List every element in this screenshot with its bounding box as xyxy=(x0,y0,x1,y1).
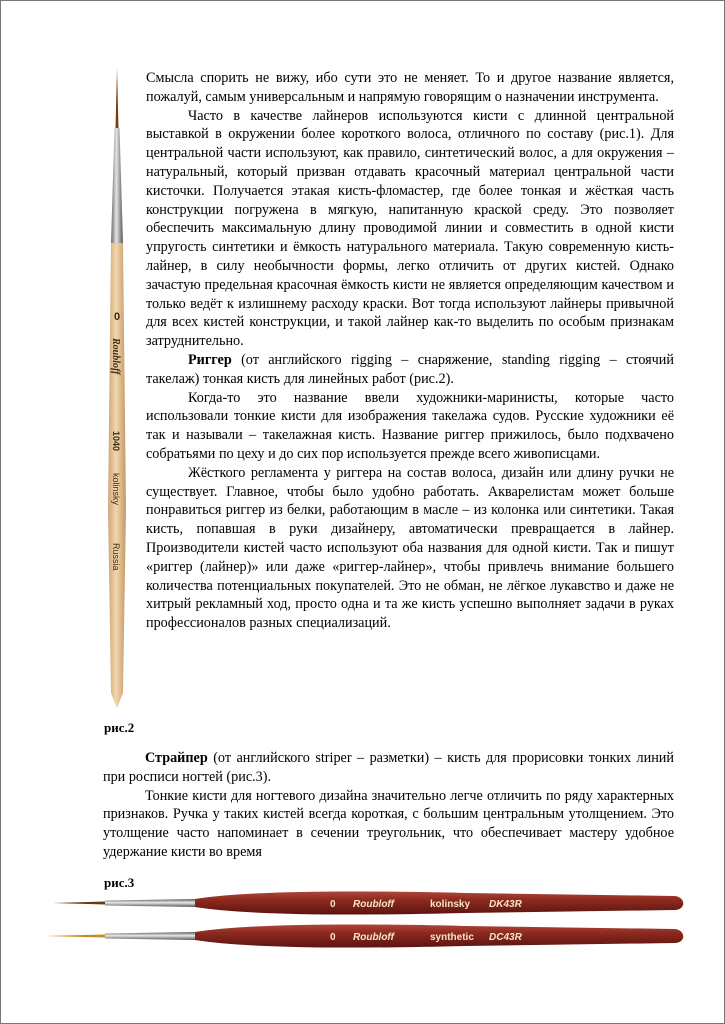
striper-brush-kolinsky xyxy=(53,891,683,914)
paragraph-7: Тонкие кисти для ногтевого дизайна значительно легче отличить по ряду характерных признаков. Ручка у таких кистей всегда короткая, с большим центральным утолщением. Это утолщение часто напоминает в сечении треугольник, что обеспечивает мастеру удобное удержание кисти во время xyxy=(103,787,674,860)
striper1-size-label: 0 xyxy=(330,899,336,910)
striper1-ferrule xyxy=(105,899,195,907)
striper-brushes-image xyxy=(45,888,695,958)
rigger-definition: (от английского rigging – снаряжение, standing rigging – стоячий такелаж) тонкая кисть для линейных работ (рис.2). xyxy=(146,351,674,387)
striper1-brand-label: Roubloff xyxy=(353,899,394,910)
striper1-hair-label: kolinsky xyxy=(430,899,471,910)
rigger-country-label: Russia xyxy=(111,543,121,571)
fig3-caption: рис.3 xyxy=(104,875,135,890)
striper2-code-label: DC43R xyxy=(489,932,522,943)
striper2-brand-label: Roubloff xyxy=(353,932,394,943)
paragraph-5: Жёсткого регламента у риггера на состав волоса, дизайн или длину ручки не существует. Главное, чтобы было удобно работать. Акварелистам может больше понравиться риггер из белки, работающим в масле – из колонка или синтетики. Такая кисть, попавшая в руки дизайнеру, автоматически превращается в лайнер. Производители кистей часто используют оба названия для одной кисти. Так и пишут «риггер (лайнер)» или даже «риггер-лайнер», чтобы привлечь внимание большего количества потенциальных покупателей. Это не обман, не лёгкое лукавство и даже не хитрый рекламный ход, просто одна и та же кисть успешно выполняет задачи в руках профессионалов разных специализаций. xyxy=(146,464,674,632)
rigger-size-label: 0 xyxy=(113,311,121,323)
wide-text-block xyxy=(103,749,674,862)
paragraph-2: Часто в качестве лайнеров используются кисти с длинной центральной выставкой в окружении более короткого волоса, отличного по составу (рис.1). Для центральной части используют, как правило, синтетический волос, а для окружения – натуральный, который призван отдавать красочный материал центральной части кисточки. Получается этакая кисть-фломастер, где более тонкая и жёсткая часть конструкции погружена в мягкую, напитанную краской среду. Это позволяет обеспечить максимальную длину проводимой линии и совместить в одной кисти упругость синтетики и ёмкость натурального материала. Такую современную кисть-лайнер, в силу необычности формы, легко отличить от других кистей. Однако зачастую предельная красочная ёмкость кисти не является определяющим качеством и только ведёт к излишнему расходу краски. Вот тогда используют лайнеры привычной для всех кистей конструкции, и такой лайнер как-то выделить по особым признакам затруднительно. xyxy=(146,107,674,350)
rigger-bristles xyxy=(116,68,119,128)
striper2-ferrule xyxy=(105,932,195,940)
term-striper: Страйпер xyxy=(145,750,208,766)
rigger-hair-label: kolinsky xyxy=(111,473,121,506)
fig2-caption: рис.2 xyxy=(104,720,135,735)
rigger-brand-label: Roubloff xyxy=(110,338,121,375)
striper2-size-label: 0 xyxy=(330,932,336,943)
striper-brush-synthetic xyxy=(45,924,683,947)
striper-definition: (от английского striper – разметки) – кисть для прорисовки тонких линий при росписи ногтей (рис.3). xyxy=(103,750,674,785)
paragraph-4: Когда-то это название ввели художники-маринисты, которые часто использовали тонкие кисти для изображения такелажа судов. Русские художники её так и называли – такелажная кисть. Название риггер прижилось, было подхвачено собратьями по цеху и до сих пор используется прежде всего живописцами. xyxy=(146,389,674,462)
striper1-code-label: DK43R xyxy=(489,899,522,910)
paragraph-1: Смысла спорить не вижу, ибо сути это не меняет. То и другое название является, пожалуй, самым универсальным и напрямую говорящим о назначении инструмента. xyxy=(146,70,674,105)
paragraph-rigger xyxy=(146,351,674,389)
main-text-column xyxy=(146,69,674,633)
term-rigger: Риггер xyxy=(188,351,232,368)
striper2-bristles xyxy=(45,935,105,938)
paragraph-striper xyxy=(103,749,674,787)
rigger-ferrule xyxy=(111,128,123,243)
striper2-hair-label: synthetic xyxy=(430,932,474,943)
rigger-brush-image xyxy=(101,68,131,718)
rigger-number-label: 1040 xyxy=(111,431,121,452)
striper1-bristles xyxy=(53,902,105,905)
